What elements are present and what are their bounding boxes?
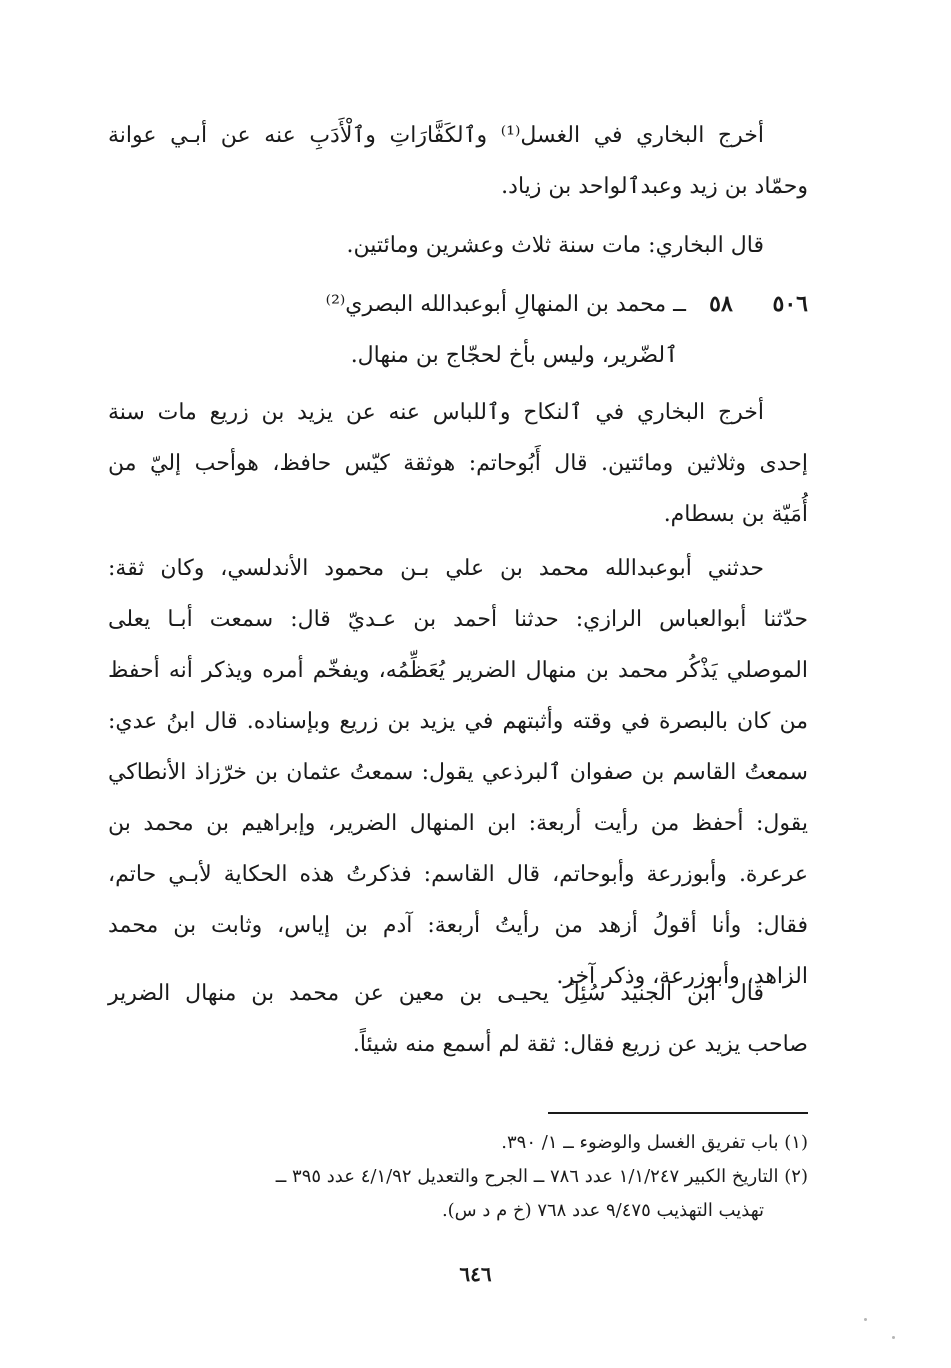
- biography-entry-heading: [108, 279, 808, 381]
- text-line: فقال: وأنا أقولُ أزهد من رأيتُ أربعة: آدم بن إياس، وثابت بن محمد: [108, 913, 808, 938]
- scan-speck: [892, 1336, 895, 1339]
- text-line: حدثني أبوعبدالله محمد بن علي بـن محمود الأندلسي، وكان ثقة:: [108, 556, 764, 581]
- text-line: أخرج البخاري في الغسل⁽¹⁾ وٱلكَفَّارَاتِ وٱلْأَدَبِ عنه عن أبـي عوانة: [108, 123, 764, 148]
- text-line: صاحب يزيد عن زريع فقال: ثقة لم أسمع منه شيئاً.: [352, 1032, 808, 1057]
- paragraph-bukhari-narration: [108, 110, 808, 212]
- entry-title-row: [108, 279, 808, 330]
- text-line: الموصلي يَذْكُر محمد بن منهال الضرير يُعَظِّمُه، ويفخّم أمره ويذكر أنه أحفظ: [108, 658, 808, 683]
- text-line: إحدى وثلاثين ومائتين. قال أَبُوحاتم: هوثقة كيّس حافظ، هوأحب إليّ من: [108, 451, 808, 476]
- text-line: قال ابن الجنيد سُئِلَ يحيـى بن معين عن محمد بن منهال الضرير: [108, 981, 764, 1006]
- text-line: أُمَيّة بن بسطام.: [663, 502, 808, 527]
- paragraph-narration-and-grading: [108, 387, 808, 540]
- footnote-1: (١) باب تفريق الغسل والوضوء ــ ١/ ٣٩٠.: [501, 1132, 808, 1153]
- text-line: الزاهد، وأبوزرعة، وذكر آخر.: [556, 964, 808, 989]
- entry-number: ٥٠٦: [772, 291, 808, 317]
- text-line: يقول: أحفظ من رأيت أربعة: ابن المنهال الضرير، وإبراهيم بن محمد بن: [108, 811, 808, 836]
- footnote-2: (٢) التاريخ الكبير ١/١/٢٤٧ عدد ٧٨٦ ــ الجرح والتعديل ٤/١/٩٢ عدد ٣٩٥ ــ: [275, 1166, 808, 1187]
- footnote-2-continuation: تهذيب التهذيب ٩/٤٧٥ عدد ٧٦٨ (خ م د س).: [441, 1200, 764, 1221]
- footnotes: [100, 1126, 808, 1228]
- text-line: عرعرة. وأبوزرعة وأبوحاتم، قال القاسم: فذكرتُ هذه الحكاية لأبـي حاتم،: [108, 862, 808, 887]
- paragraph-death-year: [108, 220, 808, 271]
- page-number: ٦٤٦: [459, 1262, 492, 1286]
- paragraph-chain-of-narration: [108, 543, 808, 1002]
- text-line: وحمّاد بن زيد وعبدٱلواحد بن زياد.: [501, 174, 808, 199]
- text-line: أخرج البخاري في ٱلنكاح وٱللباس عنه عن يزيد بن زريع مات سنة: [108, 400, 764, 425]
- text-line: من كان بالبصرة في وقته وأثبتهم في يزيد بن زريع وبإسناده. قال ابنُ عدي:: [108, 709, 808, 734]
- scan-speck: [864, 1318, 867, 1321]
- text-line: قال البخاري: مات سنة ثلاث وعشرين ومائتين.: [346, 233, 764, 258]
- text-line: حدّثنا أبوالعباس الرازي: حدثنا أحمد بن عـديّ قال: سمعت أبـا يعلى: [108, 607, 808, 632]
- footnote-separator: [548, 1112, 808, 1114]
- entry-name: ــ محمد بن المنهالِ أبوعبدالله البصري⁽²⁾: [325, 292, 686, 317]
- entry-name-continuation: ٱلضّرير، وليس بأخ لحجّاج بن منهال.: [350, 343, 678, 368]
- entry-sub-number: ٥٨: [709, 291, 733, 317]
- paragraph-ibn-al-junayd: [108, 968, 808, 1070]
- text-line: سمعتُ القاسم بن صفوان ٱلبرذعي يقول: سمعتُ عثمان بن خرّزاذ الأنطاكي: [108, 760, 808, 785]
